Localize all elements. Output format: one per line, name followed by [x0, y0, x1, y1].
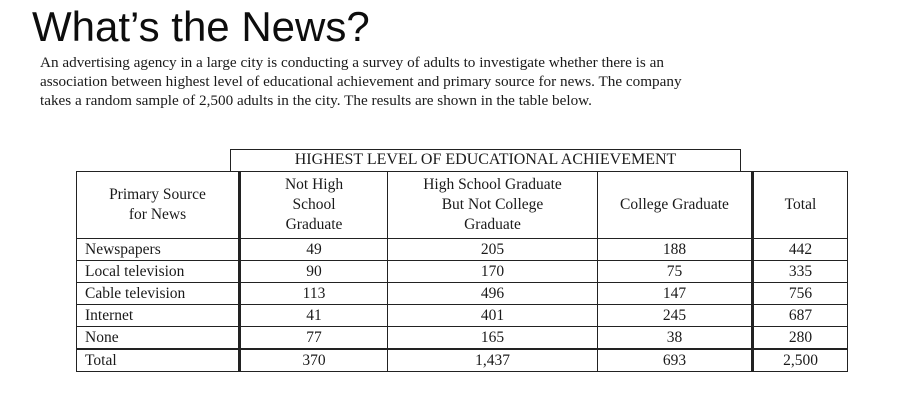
header-text-line: Graduate — [285, 216, 343, 233]
row-label: Internet — [77, 305, 240, 327]
cell-not-hs: 41 — [240, 305, 388, 327]
table-super-header: HIGHEST LEVEL OF EDUCATIONAL ACHIEVEMENT — [230, 149, 741, 171]
data-table — [76, 171, 848, 372]
header-total — [753, 172, 848, 239]
cell-not-hs: 77 — [240, 327, 388, 350]
header-text-line: Total — [784, 196, 817, 213]
table-row — [77, 305, 848, 327]
cell-total: 442 — [753, 239, 848, 261]
table-row — [77, 283, 848, 305]
table-row — [77, 239, 848, 261]
page-title: What’s the News? — [32, 3, 370, 50]
cell-not-hs: 90 — [240, 261, 388, 283]
intro-paragraph — [40, 53, 920, 110]
cell-hs-not-college: 165 — [388, 327, 598, 350]
header-hs-not-college — [388, 172, 598, 239]
row-label: None — [77, 327, 240, 350]
cell-not-hs: 370 — [240, 349, 388, 372]
row-label: Newspapers — [77, 239, 240, 261]
header-text-line: High School Graduate — [423, 176, 562, 193]
intro-line-1: An advertising agency in a large city is conducting a survey of adults to investigate whether there is an — [40, 54, 664, 71]
cell-college: 188 — [598, 239, 753, 261]
header-text-line: Graduate — [464, 216, 521, 233]
header-text-line: School — [292, 196, 336, 213]
cell-hs-not-college: 1,437 — [388, 349, 598, 372]
cell-total: 335 — [753, 261, 848, 283]
table-total-row — [77, 349, 848, 372]
cell-total: 756 — [753, 283, 848, 305]
row-label: Cable television — [77, 283, 240, 305]
cell-college: 693 — [598, 349, 753, 372]
intro-line-2: association between highest level of educational achievement and primary source for news. The company — [40, 73, 682, 90]
header-college-graduate — [598, 172, 753, 239]
cell-total: 687 — [753, 305, 848, 327]
header-not-hs-graduate — [240, 172, 388, 239]
table-row — [77, 327, 848, 350]
cell-hs-not-college: 205 — [388, 239, 598, 261]
cell-college: 147 — [598, 283, 753, 305]
cell-hs-not-college: 401 — [388, 305, 598, 327]
cell-hs-not-college: 170 — [388, 261, 598, 283]
cell-not-hs: 49 — [240, 239, 388, 261]
cell-total: 280 — [753, 327, 848, 350]
cell-college: 38 — [598, 327, 753, 350]
cell-not-hs: 113 — [240, 283, 388, 305]
header-text-line: Primary Source — [109, 186, 206, 203]
cell-hs-not-college: 496 — [388, 283, 598, 305]
header-text-line: Not High — [284, 176, 344, 193]
cell-college: 245 — [598, 305, 753, 327]
intro-line-3: takes a random sample of 2,500 adults in the city. The results are shown in the table below. — [40, 92, 592, 109]
row-label: Total — [77, 349, 240, 372]
table-row — [77, 261, 848, 283]
header-text-line: for News — [128, 206, 187, 223]
row-label: Local television — [77, 261, 240, 283]
cell-total: 2,500 — [753, 349, 848, 372]
header-text-line: But Not College — [441, 196, 544, 213]
cell-college: 75 — [598, 261, 753, 283]
header-text-line: College Graduate — [620, 196, 729, 213]
header-primary-source — [77, 172, 240, 239]
table-header-row — [77, 172, 848, 239]
